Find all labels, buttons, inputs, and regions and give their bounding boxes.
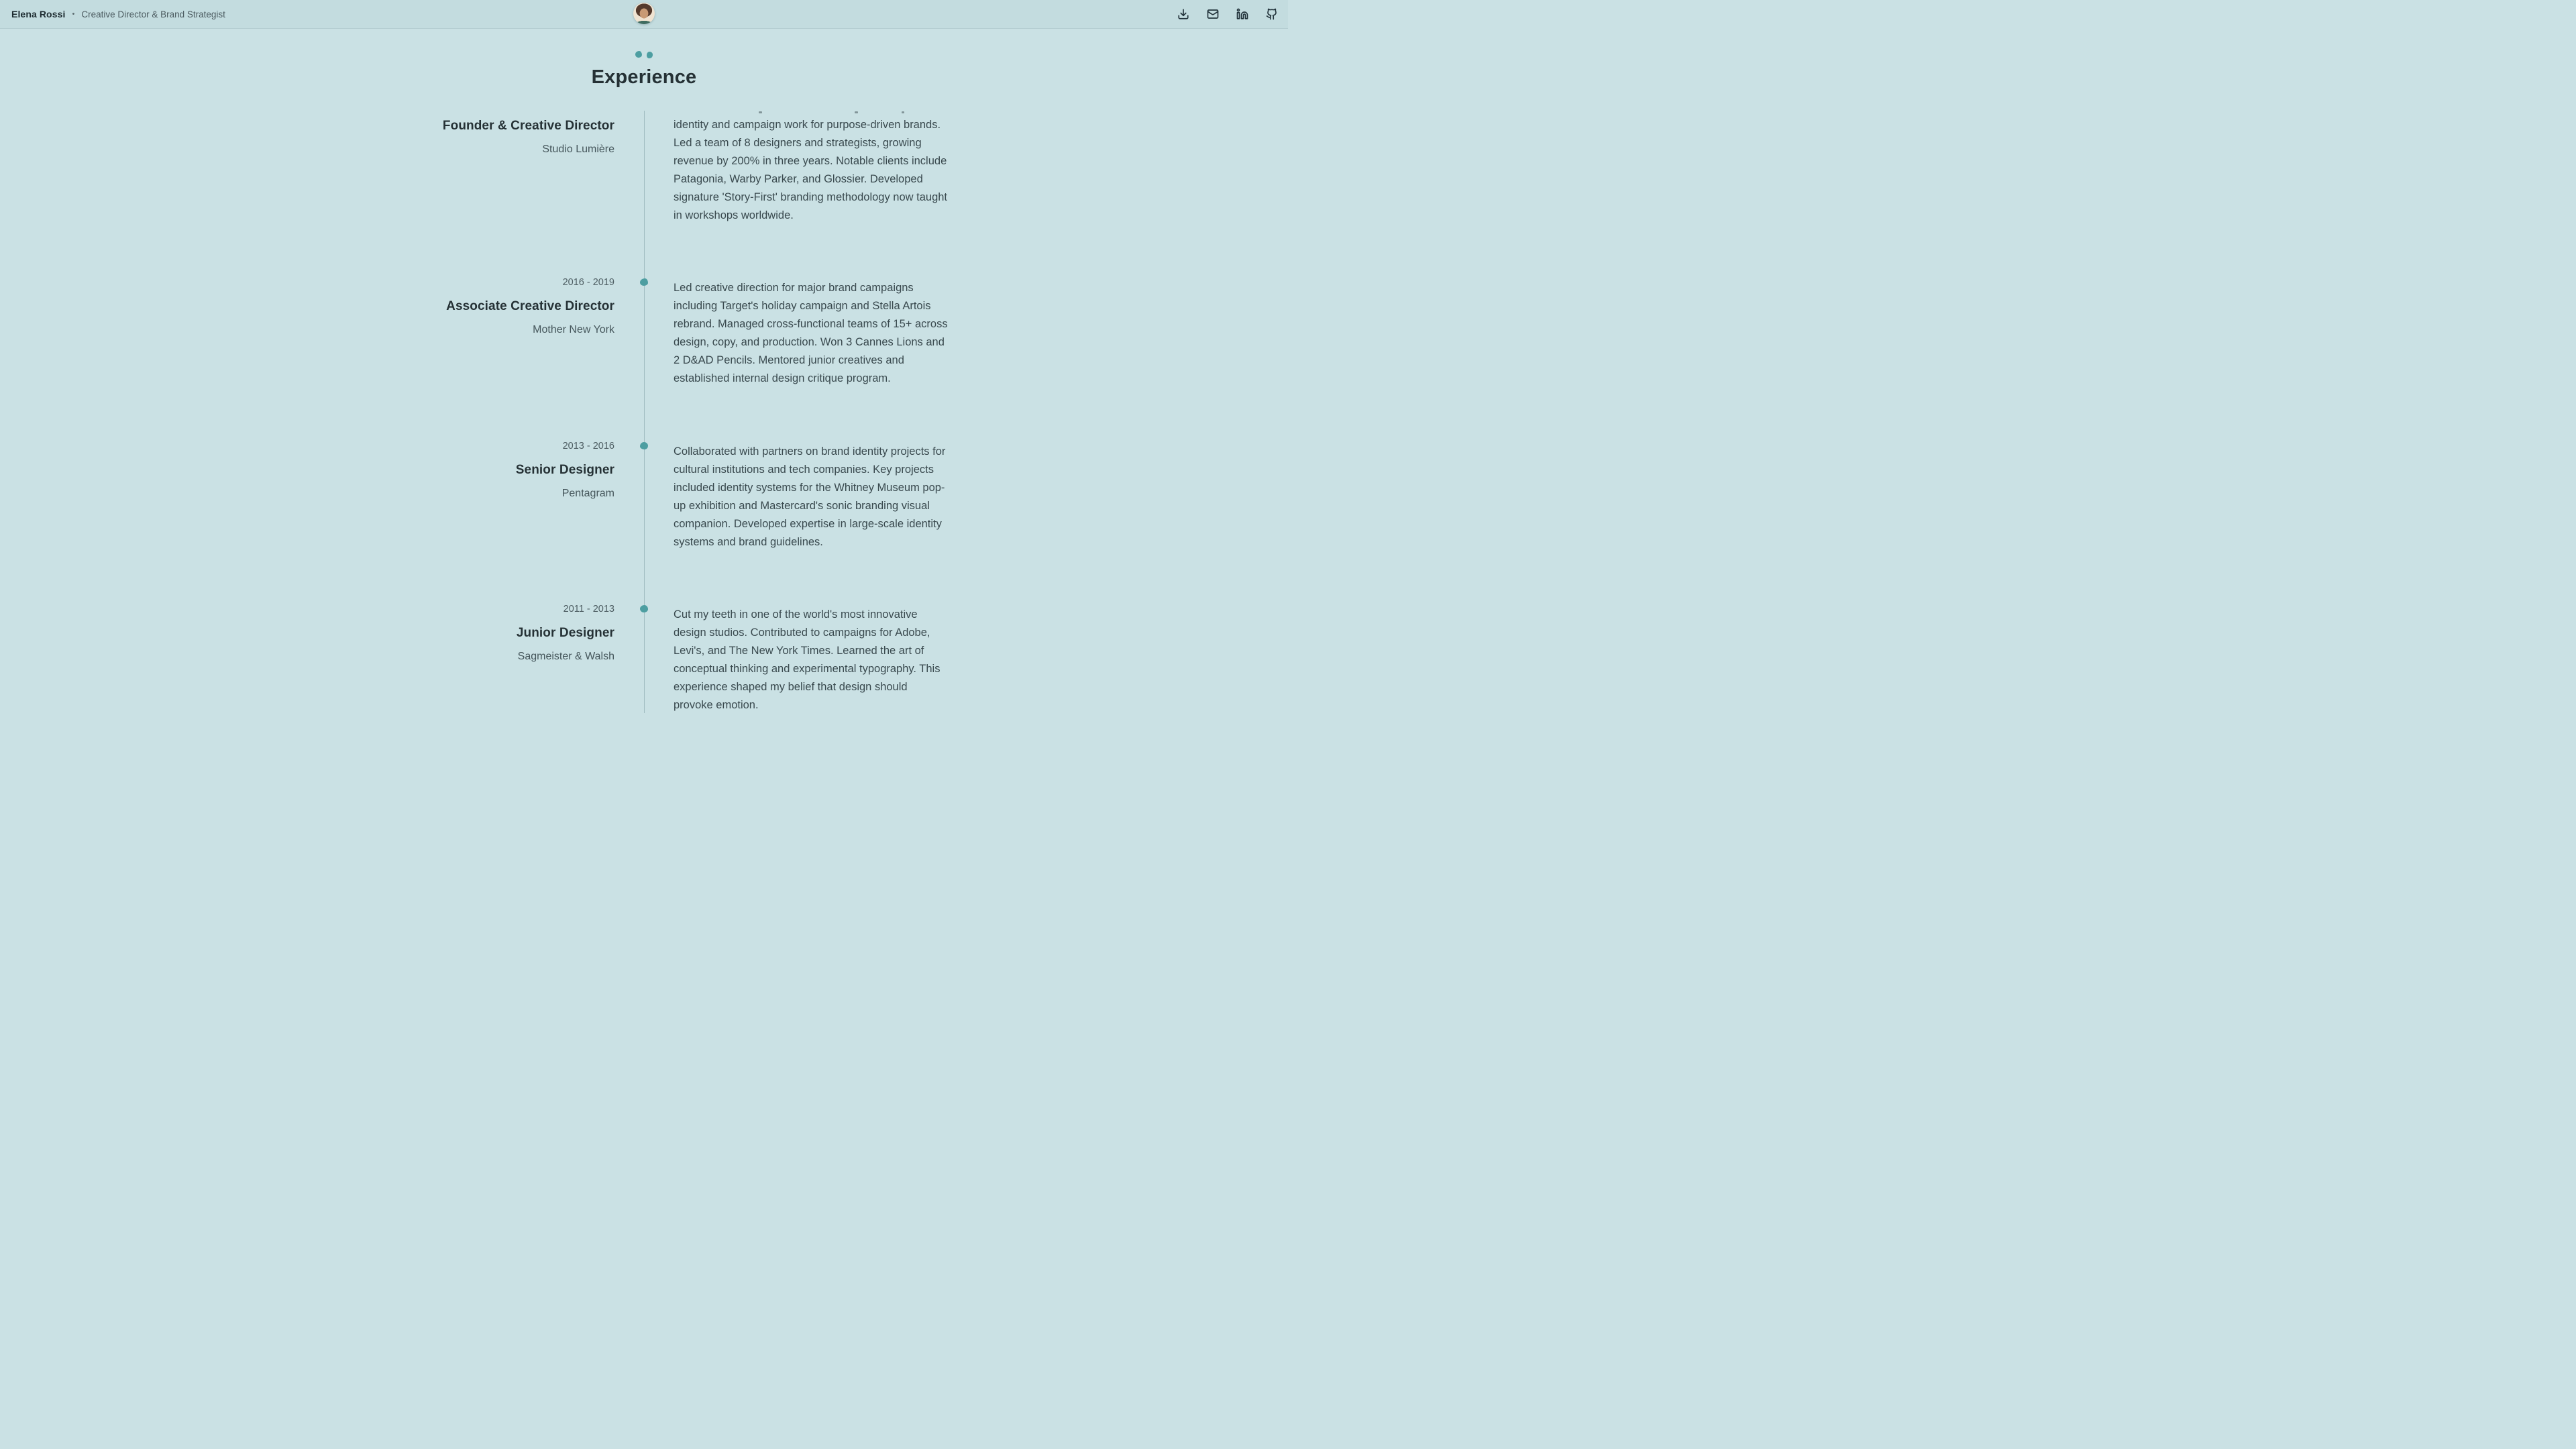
user-name: Elena Rossi	[11, 9, 66, 19]
entry-body	[674, 439, 1288, 551]
clipped-text-remnant	[674, 111, 949, 116]
experience-entry	[0, 111, 1288, 225]
github-button[interactable]	[1266, 8, 1278, 20]
entry-period: 2013 - 2016	[562, 441, 614, 451]
timeline-gutter	[614, 275, 674, 388]
entry-meta	[0, 602, 614, 714]
experience-timeline	[0, 0, 1288, 724]
user-role-subtitle: Creative Director & Brand Strategist	[81, 9, 225, 19]
entry-description: identity and campaign work for purpose-driven brands. Led a team of 8 designers and strategists, growing revenue by 200% in three years. Notable clients include Patagonia, Warby Parker, and Glossier. Developed signature 'Story-First' branding methodology now taught in workshops worldwide.	[674, 119, 948, 221]
download-button[interactable]	[1177, 8, 1189, 20]
entry-body	[674, 111, 1288, 225]
entry-role: Founder & Creative Director	[442, 119, 614, 133]
timeline-dot	[640, 605, 648, 612]
entry-period: 2011 - 2013	[563, 604, 614, 614]
entry-company: Mother New York	[533, 324, 614, 335]
timeline-gutter	[614, 111, 674, 225]
page-title: Experience	[591, 66, 697, 88]
entry-role: Junior Designer	[516, 626, 614, 640]
linkedin-button[interactable]	[1236, 8, 1248, 20]
header-actions	[1177, 8, 1278, 20]
entry-period: 2016 - 2019	[562, 277, 614, 288]
entry-description: Collaborated with partners on brand identity projects for cultural institutions and tech companies. Key projects included identity systems for the Whitney Museum pop-up exhibition and Mastercard's sonic branding visual companion. Developed expertise in large-scale identity systems and brand guidelines.	[674, 445, 946, 548]
avatar[interactable]	[633, 3, 655, 24]
entry-meta	[0, 111, 614, 225]
accent-dot	[635, 51, 642, 58]
entry-description: Cut my teeth in one of the world's most innovative design studios. Contributed to campaigns for Adobe, Levi's, and The New York Times. Learned the art of conceptual thinking and experimental typography. This experience shaped my belief that design should provoke emotion.	[674, 608, 941, 711]
download-icon	[1177, 8, 1189, 20]
email-button[interactable]	[1207, 8, 1219, 20]
entry-role: Senior Designer	[515, 463, 614, 477]
entry-meta	[0, 275, 614, 388]
experience-entry	[0, 275, 1288, 388]
timeline-gutter	[614, 439, 674, 551]
top-bar	[0, 0, 1288, 29]
separator-dot: •	[72, 10, 75, 18]
accent-dot	[647, 52, 653, 58]
entry-company: Studio Lumière	[542, 144, 614, 155]
linkedin-icon	[1236, 8, 1248, 20]
entry-meta	[0, 439, 614, 551]
timeline-dot	[640, 278, 648, 286]
entry-role: Associate Creative Director	[446, 299, 614, 313]
mail-icon	[1207, 8, 1219, 20]
github-icon	[1266, 8, 1278, 20]
entry-body	[674, 602, 1288, 714]
timeline-gutter	[614, 602, 674, 714]
entry-company: Pentagram	[561, 488, 614, 499]
entry-body	[674, 275, 1288, 388]
experience-entry	[0, 602, 1288, 714]
experience-entry	[0, 439, 1288, 551]
entry-description: Led creative direction for major brand campaigns including Target's holiday campaign and Stella Artois rebrand. Managed cross-functional teams of 15+ across design, copy, and production. Won 3 Cannes Lions and 2 D&AD Pencils. Mentored junior creatives and established internal design critique program.	[674, 282, 948, 384]
section-accent-dots	[0, 51, 1288, 58]
timeline-dot	[640, 442, 648, 449]
identity-block	[11, 9, 225, 19]
entry-company: Sagmeister & Walsh	[517, 651, 614, 662]
